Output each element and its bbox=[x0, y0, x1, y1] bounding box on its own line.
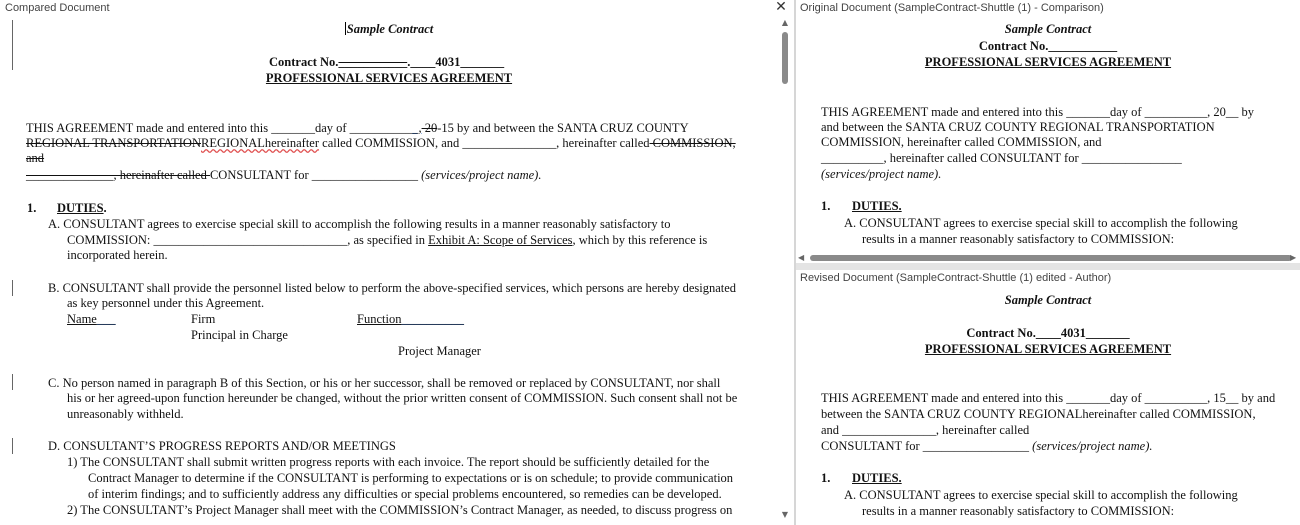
personnel-col-name: Name___ bbox=[67, 312, 116, 326]
personnel-col-firm: Firm bbox=[191, 312, 216, 326]
revised-section-number: 1. bbox=[821, 471, 831, 485]
original-horizontal-scrollbar[interactable] bbox=[796, 252, 1300, 263]
compared-contract-line: Contract No.___________.____4031_______ bbox=[269, 55, 505, 69]
original-section-title: DUTIES. bbox=[852, 199, 902, 213]
revised-document-pane[interactable] bbox=[796, 270, 1300, 525]
compared-section-title: DUTIES. bbox=[57, 201, 107, 215]
compared-paragraph-line: as key personnel under this Agreement. bbox=[67, 296, 265, 310]
compared-paragraph-line: COMMISSION: _______________________________, as specified in Exhibit A: Scope of Services, which by this reference is bbox=[67, 233, 708, 247]
original-document-pane[interactable] bbox=[796, 0, 1300, 263]
revised-agreement-heading: PROFESSIONAL SERVICES AGREEMENT bbox=[924, 342, 1172, 356]
revised-paragraph-line: results in a manner reasonably satisfactory to COMMISSION: bbox=[862, 504, 1175, 518]
revised-doc-title: Sample Contract bbox=[1004, 293, 1092, 307]
scroll-left-icon[interactable]: ◀ bbox=[798, 253, 805, 262]
compared-paragraph-line: 2) The CONSULTANT’s Project Manager shall meet with the COMMISSION’s Contract Manager, as needed, to discuss progress on bbox=[67, 503, 733, 517]
compared-paragraph-line: unreasonably withheld. bbox=[67, 407, 184, 421]
original-paragraph-line: COMMISSION, hereinafter called COMMISSION, and bbox=[821, 135, 1102, 149]
original-paragraph-line: results in a manner reasonably satisfactory to COMMISSION: bbox=[862, 232, 1175, 246]
compared-paragraph-line: incorporated herein. bbox=[67, 248, 168, 262]
compared-paragraph-line: REGIONAL TRANSPORTATIONREGIONALhereinafter called COMMISSION, and _______________, hereinafter called COMMISSION, bbox=[26, 136, 736, 150]
original-paragraph-line: (services/project name). bbox=[821, 167, 942, 181]
compared-paragraph-line: B. CONSULTANT shall provide the personnel listed below to perform the above-specified services, which persons are hereby designated bbox=[48, 281, 737, 295]
change-bar bbox=[12, 438, 13, 454]
original-pane-title: Original Document (SampleContract-Shuttle (1) - Comparison) bbox=[800, 2, 1104, 14]
original-paragraph-line: and between the SANTA CRUZ COUNTY REGIONAL TRANSPORTATION bbox=[821, 120, 1215, 134]
change-bar bbox=[12, 280, 13, 296]
revised-section-title: DUTIES. bbox=[852, 471, 902, 485]
original-section-number: 1. bbox=[821, 199, 831, 213]
original-contract-line: Contract No.___________ bbox=[978, 39, 1118, 53]
revised-pane-title: Revised Document (SampleContract-Shuttle (1) edited - Author) bbox=[800, 272, 1112, 284]
scrollbar-thumb[interactable] bbox=[810, 255, 1292, 261]
personnel-project-manager: Project Manager bbox=[398, 344, 481, 358]
revised-paragraph-line: A. CONSULTANT agrees to exercise special skill to accomplish the following bbox=[844, 488, 1238, 502]
compared-paragraph-line: THIS AGREEMENT made and entered into this _______day of ___________, 20-15 by and between the SANTA CRUZ COUNTY bbox=[26, 121, 689, 135]
revised-contract-line: Contract No.____4031_______ bbox=[966, 326, 1130, 340]
compared-vertical-scrollbar[interactable] bbox=[779, 18, 791, 521]
original-paragraph-line: A. CONSULTANT agrees to exercise special skill to accomplish the following bbox=[844, 216, 1238, 230]
compared-paragraph-line: A. CONSULTANT agrees to exercise special skill to accomplish the following results in a manner reasonably satisfactory to bbox=[48, 217, 671, 231]
exhibit-a-reference: Exhibit A: Scope of Services bbox=[428, 233, 573, 247]
scroll-up-icon[interactable]: ▲ bbox=[781, 18, 789, 27]
compared-paragraph-line: of interim findings; and to sufficiently address any difficulties or special problems encountered, so remedies can be developed. bbox=[88, 487, 722, 501]
original-doc-title: Sample Contract bbox=[1004, 22, 1092, 36]
original-paragraph-line: __________, hereinafter called CONSULTANT for ________________ bbox=[821, 151, 1182, 165]
revised-paragraph-line: between the SANTA CRUZ COUNTY REGIONALhereinafter called COMMISSION, bbox=[821, 407, 1256, 421]
compared-paragraph-line: Contract Manager to determine if the CONSULTANT is performing to expectations or is on schedule; to provide communication bbox=[88, 471, 734, 485]
compared-section-number: 1. bbox=[27, 201, 37, 215]
compared-paragraph-line: and bbox=[26, 151, 45, 165]
close-icon[interactable]: ✕ bbox=[775, 0, 787, 15]
revised-paragraph-line: and _______________, hereinafter called bbox=[821, 423, 1030, 437]
scroll-down-icon[interactable]: ▼ bbox=[781, 510, 789, 519]
compared-paragraph-line: D. CONSULTANT’S PROGRESS REPORTS AND/OR MEETINGS bbox=[48, 439, 396, 453]
compared-paragraph-line: his or her agreed-upon function hereunder be changed, without the prior written consent of COMMISSION. Such consent shall not be bbox=[67, 391, 738, 405]
compared-paragraph-line: 1) The CONSULTANT shall submit written progress reports with each invoice. The report should be sufficiently detailed for the bbox=[67, 455, 710, 469]
revised-paragraph-line: THIS AGREEMENT made and entered into this _______day of __________, 15__ by and bbox=[821, 391, 1276, 405]
original-paragraph-line: THIS AGREEMENT made and entered into this _______day of __________, 20__ by bbox=[821, 105, 1255, 119]
compared-doc-title: Sample Contract bbox=[346, 22, 434, 36]
original-agreement-heading: PROFESSIONAL SERVICES AGREEMENT bbox=[924, 55, 1172, 69]
personnel-col-function: Function__________ bbox=[357, 312, 464, 326]
text-cursor bbox=[345, 22, 346, 35]
compared-paragraph-line: C. No person named in paragraph B of this Section, or his or her successor, shall be removed or replaced by CONSULTANT, nor shall bbox=[48, 376, 721, 390]
pane-splitter[interactable] bbox=[796, 263, 1300, 270]
revised-paragraph-line: CONSULTANT for _________________ (services/project name). bbox=[821, 439, 1153, 453]
compared-agreement-heading: PROFESSIONAL SERVICES AGREEMENT bbox=[265, 71, 513, 85]
scroll-right-icon[interactable]: ▶ bbox=[1290, 253, 1297, 262]
change-bar bbox=[12, 374, 13, 390]
compared-pane-title: Compared Document bbox=[5, 2, 110, 14]
personnel-principal: Principal in Charge bbox=[191, 328, 288, 342]
scrollbar-thumb[interactable] bbox=[782, 32, 788, 84]
compared-paragraph-line: ______________, hereinafter called CONSULTANT for _________________ (services/project name). bbox=[26, 168, 542, 182]
